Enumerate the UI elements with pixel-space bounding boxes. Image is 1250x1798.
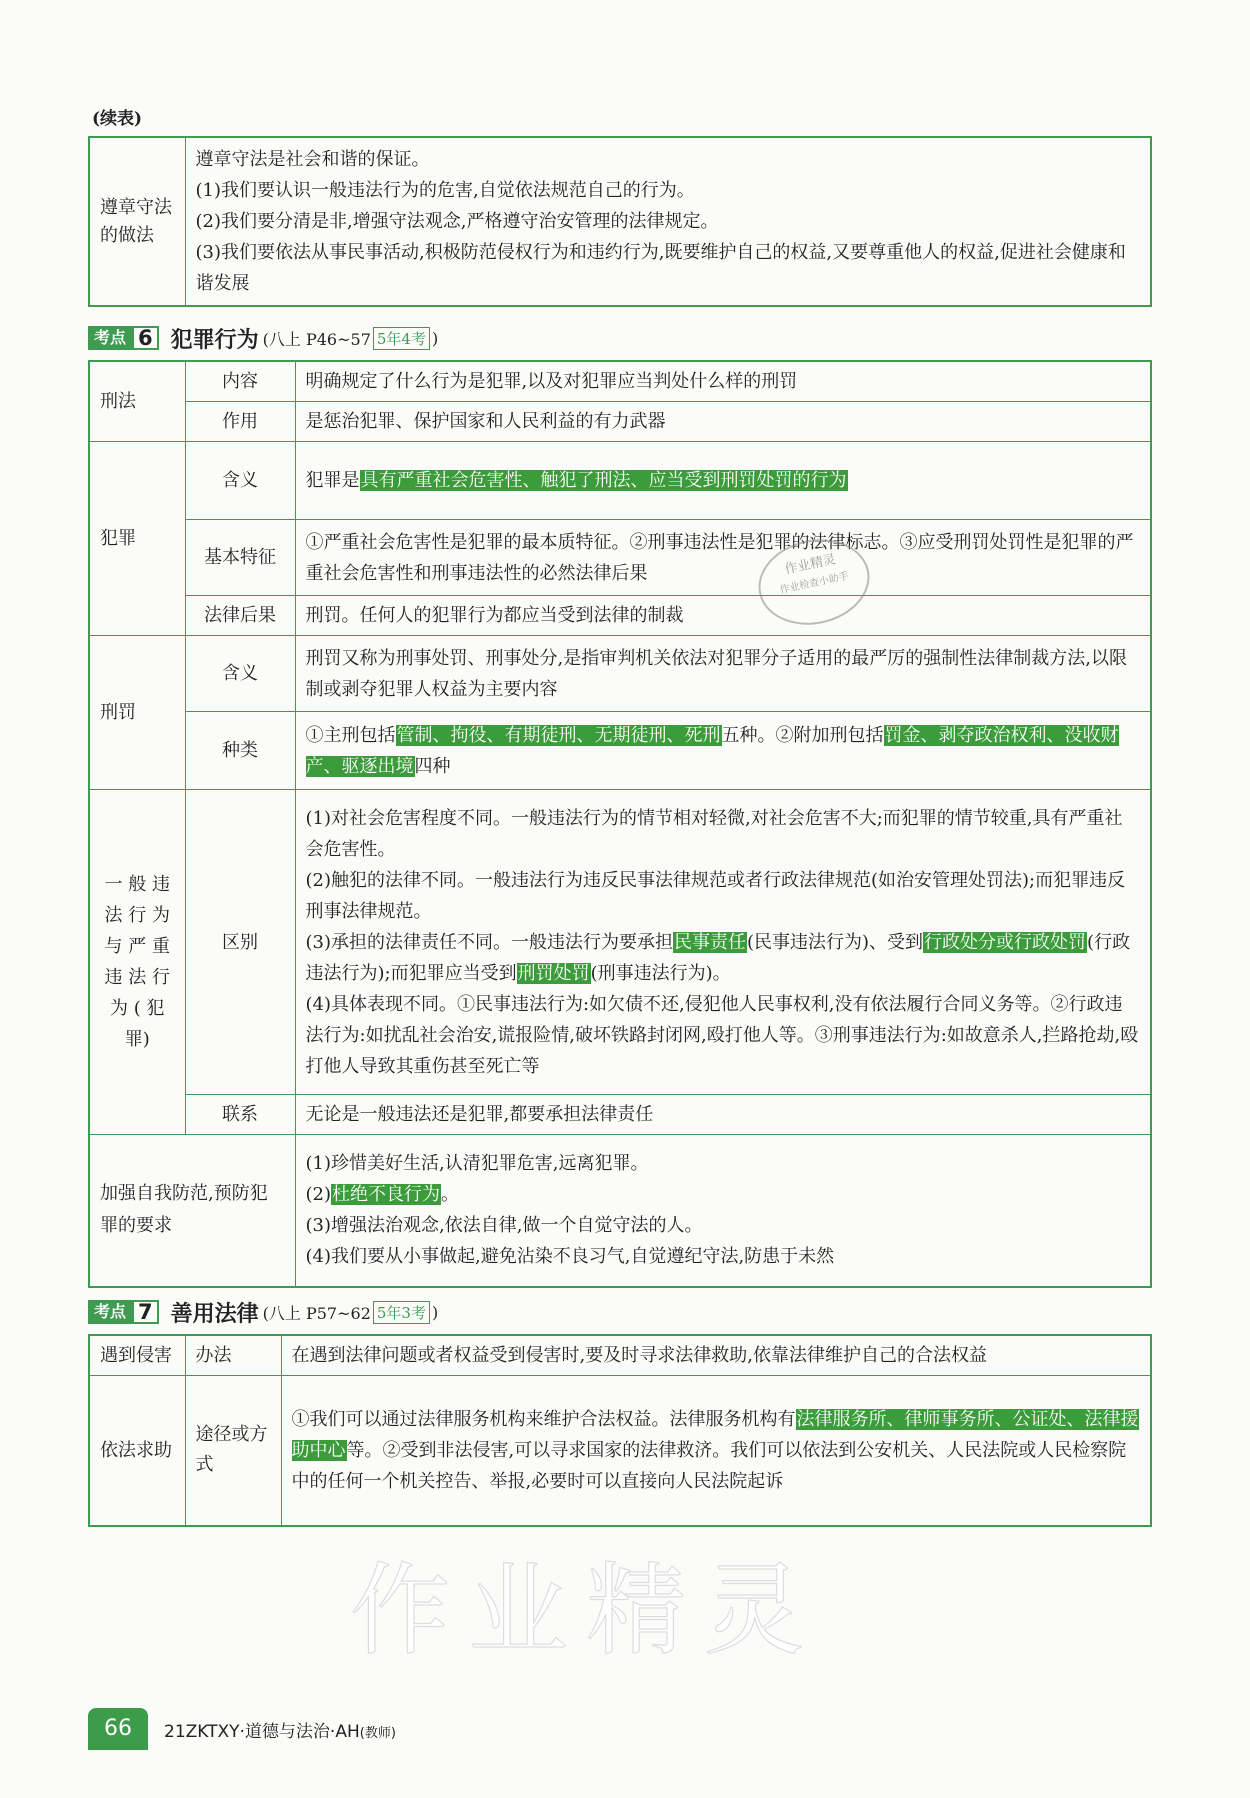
ref-close: ): [431, 328, 439, 348]
para: (4)我们要从小事做起,避免沾染不良习气,自觉遵纪守法,防患于未然: [305, 1246, 835, 1268]
keypoint-number: 6: [132, 326, 159, 350]
para: (3)增强法治观念,依法自律,做一个自觉守法的人。: [305, 1215, 703, 1237]
page-number: 66: [88, 1708, 148, 1750]
para: (4)具体表现不同。①民事违法行为:如欠债不还,侵犯他人民事权利,没有依法履行合同义务等。②行政违法行为:如扰乱社会治安,谎报险情,破坏铁路封闭网,殴打他人等。③刑事违法行为:如故意杀人,拦路抢劫,殴打他人导致其重伤甚至死亡等: [305, 993, 1139, 1077]
text: 犯罪是: [305, 470, 360, 491]
continued-label: (续表): [92, 109, 143, 129]
text: 。: [441, 1184, 459, 1206]
watermark-logo: 作业精灵: [350, 1552, 822, 1669]
label: 区别: [185, 790, 295, 1095]
line: 与 严 重: [104, 936, 170, 957]
line: 违 法 行: [104, 967, 170, 988]
label: 作用: [185, 402, 295, 442]
line: 罪): [124, 1029, 150, 1050]
table-law-abiding: [88, 136, 1152, 307]
keypoint-tag: 考点: [88, 1300, 132, 1324]
text: 四种: [414, 755, 451, 777]
cell: 是惩治犯罪、保护国家和人民利益的有力武器: [295, 402, 1151, 442]
keypoint-6-heading: [88, 326, 439, 353]
row-header: 遵章守法 的做法: [89, 137, 185, 306]
label: 法律后果: [185, 596, 295, 636]
text: 五种。②附加刑包括: [721, 724, 884, 746]
teacher-note: (教师): [359, 1725, 396, 1741]
label: 含义: [185, 636, 295, 712]
keypoint-number: 7: [132, 1300, 159, 1324]
line: 遵章守法是社会和谐的保证。: [195, 149, 430, 170]
keypoint-7-heading: [88, 1300, 439, 1327]
ref-close: ): [431, 1302, 439, 1322]
text: (行政违法行为);而犯罪应当受到: [305, 931, 1131, 984]
text: (民事违法行为)、受到: [747, 931, 924, 953]
para: (1)对社会危害程度不同。一般违法行为的情节相对轻微,对社会危害不大;而犯罪的情节较重,具有严重社会危害性。: [305, 807, 1123, 860]
highlight: 法律服务所、律师事务所、公证处、法律援助中心: [291, 1408, 1139, 1461]
line: 一 般 违: [104, 874, 170, 895]
para: [306, 927, 1141, 989]
section-xingfa: 刑法: [89, 361, 185, 442]
keypoint-title: 犯罪行为: [170, 327, 259, 353]
cell: 刑罚又称为刑事处罚、刑事处分,是指审判机关依法对犯罪分子适用的最严厉的强制性法律制裁方法,以限制或剥夺犯罪人权益为主要内容: [295, 636, 1151, 712]
label: 内容: [185, 361, 295, 402]
highlight: 行政处分或行政处罚: [924, 931, 1087, 953]
section-qubie: [89, 790, 185, 1135]
highlight: 刑罚处罚: [517, 962, 590, 984]
keypoint-title: 善用法律: [170, 1301, 259, 1327]
para: (2)触犯的法律不同。一般违法行为违反民事法律规范或者行政法律规范(如治安管理处罚法);而犯罪违反刑事法律规范。: [305, 869, 1126, 922]
section-fanzui: 犯罪: [89, 442, 185, 636]
row-header: 依法求助: [89, 1376, 185, 1526]
page-footer: [88, 1708, 396, 1750]
label: 办法: [185, 1335, 281, 1376]
exam-frequency: 5年3考: [373, 1301, 430, 1324]
row-content: [185, 137, 1151, 306]
cell: 明确规定了什么行为是犯罪,以及对犯罪应当判处什么样的刑罚: [295, 361, 1151, 402]
cell: [295, 712, 1151, 790]
text: (刑事违法行为)。: [590, 962, 731, 984]
label: 含义: [185, 442, 295, 520]
highlight: 具有严重社会危害性、触犯了刑法、应当受到刑罚处罚的行为: [360, 470, 847, 491]
cell: ①严重社会危害性是犯罪的最本质特征。②刑事违法性是犯罪的法律标志。③应受刑罚处罚性是犯罪的严重社会危害性和刑事违法性的必然法律后果: [295, 520, 1151, 596]
stamp-logo: 作业精灵 作业检查小助手: [750, 529, 877, 634]
line: 法 行 为: [104, 905, 170, 926]
table-crime: [88, 360, 1152, 1288]
label: 基本特征: [185, 520, 295, 596]
para: [306, 1179, 1141, 1210]
label: 联系: [185, 1095, 295, 1135]
text: ①主刑包括: [305, 724, 396, 746]
section-yufang: 加强自我防范,预防犯罪的要求: [89, 1135, 295, 1287]
highlight: 杜绝不良行为: [332, 1184, 440, 1206]
cell: [281, 1376, 1151, 1526]
text: 等。②受到非法侵害,可以寻求国家的法律救济。我们可以依法到公安机关、人民法院或人民检察院中的任何一个机关控告、举报,必要时可以直接向人民法院起诉: [291, 1439, 1127, 1492]
line: 为 ( 犯: [110, 998, 165, 1019]
line: (2)我们要分清是非,增强守法观念,严格遵守治安管理的法律规定。: [195, 211, 719, 232]
table-use-law: [88, 1334, 1152, 1527]
highlight: 罚金、剥夺政治权利、没收财产、驱逐出境: [305, 724, 1119, 777]
cell: 在遇到法律问题或者权益受到侵害时,要及时寻求法律救助,依靠法律维护自己的合法权益: [281, 1335, 1151, 1376]
text: (2): [305, 1184, 331, 1206]
line: (3)我们要依法从事民事活动,积极防范侵权行为和违约行为,既要维护自己的权益,又要尊重他人的权益,促进社会健康和谐发展: [195, 242, 1126, 294]
row-header: 遇到侵害: [89, 1335, 185, 1376]
cell: [295, 1135, 1151, 1287]
cell: [295, 442, 1151, 520]
cell: [295, 790, 1151, 1095]
exam-frequency: 5年4考: [373, 327, 430, 350]
book-code: [164, 1717, 396, 1742]
line: (1)我们要认识一般违法行为的危害,自觉依法规范自己的行为。: [195, 180, 695, 201]
label: 途径或方式: [185, 1376, 281, 1526]
label: 种类: [185, 712, 295, 790]
text: (3)承担的法律责任不同。一般违法行为要承担: [305, 931, 673, 953]
code-text: 21ZKTXY·道德与法治·AH: [164, 1721, 360, 1742]
para: (1)珍惜美好生活,认清犯罪危害,远离犯罪。: [305, 1153, 649, 1175]
textbook-ref: (八上 P46~57: [262, 329, 371, 349]
textbook-ref: (八上 P57~62: [262, 1303, 371, 1323]
cell: 无论是一般违法还是犯罪,都要承担法律责任: [295, 1095, 1151, 1135]
highlight: 民事责任: [674, 931, 746, 953]
cell: 刑罚。任何人的犯罪行为都应当受到法律的制裁: [295, 596, 1151, 636]
keypoint-tag: 考点: [88, 326, 132, 350]
section-xingfa2: 刑罚: [89, 636, 185, 790]
text: ①我们可以通过法律服务机构来维护合法权益。法律服务机构有: [291, 1408, 796, 1430]
highlight: 管制、拘役、有期徒刑、无期徒刑、死刑: [396, 724, 721, 746]
